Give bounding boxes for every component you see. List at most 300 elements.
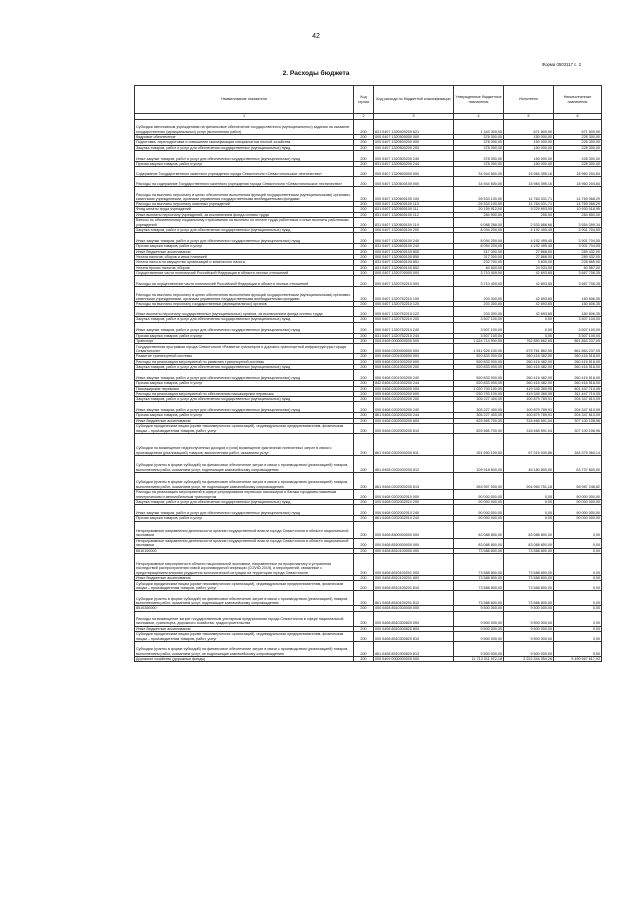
row-approved: 73 588 800,00 xyxy=(454,581,504,591)
row-executed: 42 693,65 xyxy=(504,302,554,307)
row-approved: 9 500 000,00 xyxy=(454,641,504,656)
row-line-code: 200 xyxy=(354,631,374,641)
row-executed: 73 588 800,00 xyxy=(504,581,554,591)
row-budget-code: 831 0407 1320600100 111 xyxy=(374,207,454,212)
row-line-code: 200 xyxy=(354,553,374,575)
row-line-code: 200 xyxy=(354,276,374,287)
row-name: Субсидии юридическим лицам (кроме некоммерческих организаций), индивидуальным предпринимателям, физическим лицам – производителям товаров, работ, услуг xyxy=(135,424,354,434)
row-approved: 317 300,00 xyxy=(454,249,504,254)
row-budget-code: 000 0407 1320600000 000 xyxy=(374,167,454,177)
row-approved: 317 300,00 xyxy=(454,254,504,259)
row-remaining: 9 490 967 617,92 xyxy=(554,656,602,661)
row-name: Кадровое обеспечение xyxy=(135,135,354,140)
table-row xyxy=(135,473,602,490)
row-approved: 109 918 600,00 xyxy=(454,456,504,473)
row-budget-code: 861 0408 8510300820 813 xyxy=(374,641,454,656)
header-approved: Утвержденные бюджетные назначения xyxy=(454,86,504,114)
row-budget-code: 000 0408 0202000200 200 xyxy=(374,397,454,402)
row-approved: 3 710 400,00 xyxy=(454,276,504,287)
row-line-code: 200 xyxy=(354,434,374,456)
row-line-code: 200 xyxy=(354,287,374,302)
row-line-code: 200 xyxy=(354,424,374,434)
row-remaining: 18 960 204,84 xyxy=(554,177,602,187)
row-line-code: 200 xyxy=(354,344,374,354)
form-code: Форма 0503117 с. 2 xyxy=(541,62,581,67)
row-remaining: 3 507 100,00 xyxy=(554,322,602,333)
row-line-code: 200 xyxy=(354,140,374,145)
row-name: 8510300000 xyxy=(135,606,354,611)
row-name: Иные выплаты персоналу учреждений, за исключением фонда оплаты труда xyxy=(135,212,354,217)
row-line-code: 200 xyxy=(354,505,374,516)
row-executed: 27 868,00 xyxy=(504,249,554,254)
row-budget-code: 000 0408 0202002010 200 xyxy=(374,500,454,505)
row-line-code: 200 xyxy=(354,187,374,202)
row-budget-code: 000 0408 8510300820 810 xyxy=(374,631,454,641)
row-name: Закупка товаров, работ и услуг для обеспечения государственных (муниципальных) нужд xyxy=(135,397,354,402)
row-name: Развитие транспортной системы xyxy=(135,354,354,359)
row-name: Осуществление части полномочий Российской Федерации в области лесных отношений xyxy=(135,270,354,275)
row-line-code: 200 xyxy=(354,521,374,538)
row-remaining: 284 650,00 xyxy=(554,212,602,217)
row-executed: 73 588 800,00 xyxy=(504,553,554,575)
row-line-code: 200 xyxy=(354,364,374,369)
row-line-code: 200 xyxy=(354,456,374,473)
row-budget-code: 000 0408 0201000000 000 xyxy=(374,354,454,359)
row-remaining: 63 737 800,00 xyxy=(554,456,602,473)
row-line-code: 200 xyxy=(354,302,374,307)
row-budget-code: 000 0407 1320600100 240 xyxy=(374,233,454,244)
row-name: Закупка товаров, работ и услуг для обеспечения государственных (муниципальных) нужд xyxy=(135,317,354,322)
row-budget-code: 000 0408 8510300820 000 xyxy=(374,611,454,626)
row-line-code: 200 xyxy=(354,249,374,254)
row-remaining: 10 930 018,95 xyxy=(554,207,602,212)
row-approved: 73 588 800,00 xyxy=(454,591,504,606)
row-approved: 520 833 000,00 xyxy=(454,364,504,369)
table-row xyxy=(135,424,602,434)
table-row xyxy=(135,307,602,317)
row-name: Пассажирские перевозки xyxy=(135,386,354,391)
row-remaining: 289 432,00 xyxy=(554,254,602,259)
table-row xyxy=(135,591,602,606)
row-name: Содержание Государственного казенного учреждения города Севастополя «Севастопольское лесничество» xyxy=(135,167,354,177)
row-name: Уплата налогов, сборов и иных платежей xyxy=(135,254,354,259)
row-remaining: 3 667 706,35 xyxy=(554,276,602,287)
row-approved: 305 227 400,00 xyxy=(454,413,504,418)
row-approved: 34 944 600,00 xyxy=(454,177,504,187)
row-executed: 4 192 495,45 xyxy=(504,228,554,233)
row-budget-code: 831 0407 1320752210 244 xyxy=(374,333,454,338)
row-name: Иные закупки товаров, работ и услуг для обеспечения государственных (муниципальных) нужд xyxy=(135,233,354,244)
row-approved: 1 541 626 100,00 xyxy=(454,344,504,354)
row-name: Субсидии автономным учреждениям на финансовое обеспечение государственного (муниципального) задания на оказание государственных (муниципальных) услуг (выполнение работ) xyxy=(135,120,354,135)
row-name: Субсидии юридическим лицам (кроме некоммерческих организаций), индивидуальным предпринимателям, физическим лицам – производителям товаров, работ, услуг xyxy=(135,631,354,641)
row-approved: 73 588 800,00 xyxy=(454,548,504,553)
row-approved: 9 500 000,00 xyxy=(454,626,504,631)
row-approved: 520 833 000,00 xyxy=(454,354,504,359)
row-approved: 6 088 288,00 xyxy=(454,218,504,228)
row-budget-code: 861 0408 0202002010 244 xyxy=(374,516,454,521)
row-name: Иные закупки товаров, работ и услуг для обеспечения государственных (муниципальных) нужд xyxy=(135,402,354,413)
row-line-code: 200 xyxy=(354,626,374,631)
row-line-code: 200 xyxy=(354,120,374,135)
row-line-code: 200 xyxy=(354,228,374,233)
row-remaining: 160 606,35 xyxy=(554,307,602,317)
row-approved: 520 833 000,00 xyxy=(454,370,504,381)
row-budget-code: 000 0408 0202000200 810 xyxy=(374,424,454,434)
row-line-code: 200 xyxy=(354,611,374,626)
row-executed: 679 761 862,95 xyxy=(504,344,554,354)
row-budget-code: 000 0407 1320500200 240 xyxy=(374,150,454,161)
header-budget-code: Код расхода по бюджетной классификации xyxy=(374,86,454,114)
row-line-code: 200 xyxy=(354,391,374,396)
row-remaining: 160 606,35 xyxy=(554,302,602,307)
row-executed: 42 693,65 xyxy=(504,276,554,287)
header-indicator-name: Наименование показателя xyxy=(135,86,354,114)
row-budget-code: 831 0407 1320600100 112 xyxy=(374,212,454,217)
row-executed: 0,00 xyxy=(504,500,554,505)
row-executed: 100 879 789,91 xyxy=(504,402,554,413)
row-line-code: 200 xyxy=(354,161,374,166)
row-executed: 260 416 482,00 xyxy=(504,364,554,369)
row-line-code: 200 xyxy=(354,218,374,228)
row-executed: 419 345 380,95 xyxy=(504,386,554,391)
row-budget-code: 861 0408 0202000200 244 xyxy=(374,413,454,418)
row-remaining: 90 000 000,00 xyxy=(554,490,602,500)
row-remaining: 260 416 518,00 xyxy=(554,370,602,381)
row-name: Прочая закупка товаров, работ и услуг xyxy=(135,381,354,386)
row-budget-code: 000 0407 1320600100 000 xyxy=(374,177,454,187)
row-executed: 4 192 495,45 xyxy=(504,244,554,249)
row-name: Расходы на выплаты персоналу государственных (муниципальных) органов xyxy=(135,302,354,307)
row-remaining: 228 300,00 xyxy=(554,150,602,161)
row-executed: 150 000,00 xyxy=(504,145,554,150)
row-executed: 0,00 xyxy=(504,333,554,338)
column-number: 2 xyxy=(354,114,374,120)
row-budget-code: 000 0407 1320752210 122 xyxy=(374,307,454,317)
column-number: 4 xyxy=(454,114,504,120)
row-remaining: 260 416 518,00 xyxy=(554,364,602,369)
row-name: Прочая закупка товаров, работ и услуг xyxy=(135,161,354,166)
row-executed: 27 868,00 xyxy=(504,254,554,259)
table-row xyxy=(135,631,602,641)
table-row xyxy=(135,150,602,161)
row-line-code: 200 xyxy=(354,548,374,553)
row-executed: 0,00 xyxy=(504,317,554,322)
table-row xyxy=(135,402,602,413)
row-line-code: 200 xyxy=(354,145,374,150)
row-name: Иные закупки товаров, работ и услуг для обеспечения государственных (муниципальных) нужд xyxy=(135,322,354,333)
row-remaining: 0,00 xyxy=(554,581,602,591)
header-remaining: Неисполненные назначения xyxy=(554,86,602,114)
row-line-code: 200 xyxy=(354,177,374,187)
row-approved: 90 000 000,00 xyxy=(454,500,504,505)
row-line-code: 200 xyxy=(354,317,374,322)
row-remaining: 0,00 xyxy=(554,521,602,538)
row-approved: 520 833 000,00 xyxy=(454,359,504,364)
row-executed: 83 088 800,00 xyxy=(504,521,554,538)
row-remaining: 204 347 610,09 xyxy=(554,413,602,418)
row-name: Непрограммные направления деятельности органов государственной власти города Севастополя в области национальной экономики xyxy=(135,538,354,548)
row-executed: 42 693,65 xyxy=(504,270,554,275)
row-budget-code: 000 0408 8510000000 000 xyxy=(374,538,454,548)
row-executed: 83 088 800,00 xyxy=(504,538,554,548)
row-executed: 73 588 800,00 xyxy=(504,575,554,580)
section-title: 2. Расходы бюджета xyxy=(282,70,350,77)
row-approved: 9 500 000,00 xyxy=(454,631,504,641)
row-remaining: 307 100 108,96 xyxy=(554,418,602,423)
row-remaining: 260 416 518,00 xyxy=(554,354,602,359)
row-remaining: 14 769 068,29 xyxy=(554,202,602,207)
row-executed: 318 465 591,04 xyxy=(504,424,554,434)
row-remaining: 289 432,00 xyxy=(554,249,602,254)
row-approved: 8 094 200,00 xyxy=(454,244,504,249)
row-name: Иные бюджетные ассигнования xyxy=(135,626,354,631)
row-remaining: 228 300,00 xyxy=(554,145,602,150)
row-line-code: 200 xyxy=(354,359,374,364)
row-executed: 419 345 380,95 xyxy=(504,391,554,396)
row-approved: 625 565 700,00 xyxy=(454,424,504,434)
table-row xyxy=(135,656,602,661)
row-executed: 9 500 000,00 xyxy=(504,631,554,641)
row-approved: 232 700,00 xyxy=(454,260,504,265)
row-approved: 625 565 700,00 xyxy=(454,418,504,423)
row-executed: 9 500 000,00 xyxy=(504,606,554,611)
row-remaining: 861 864 237,05 xyxy=(554,344,602,354)
row-remaining: 861 864 237,05 xyxy=(554,339,602,344)
row-line-code: 200 xyxy=(354,333,374,338)
table-row xyxy=(135,276,602,287)
row-executed: 73 588 800,00 xyxy=(504,591,554,606)
row-budget-code: 000 0408 0202000000 000 xyxy=(374,386,454,391)
row-approved: 520 833 000,00 xyxy=(454,381,504,386)
row-remaining: 260 416 518,00 xyxy=(554,381,602,386)
row-budget-code: 831 0407 1320600100 119 xyxy=(374,218,454,228)
row-remaining: 671 500,00 xyxy=(554,120,602,135)
row-name: Государственная программа города Севастополя «Развитие транспорта и дорожно-транспортной инфраструктуры города Севастополя» xyxy=(135,344,354,354)
row-budget-code: 000 0407 1320752210 000 xyxy=(374,276,454,287)
row-line-code: 200 xyxy=(354,591,374,606)
row-remaining: 3 901 704,55 xyxy=(554,244,602,249)
row-remaining: 260 416 518,00 xyxy=(554,359,602,364)
row-name: Расходы на содержание Государственного казенного учреждения города Севастополя «Севастопольское лесничество» xyxy=(135,177,354,187)
row-budget-code: 831 0407 1320600100 851 xyxy=(374,260,454,265)
row-name: Прочая закупка товаров, работ и услуг xyxy=(135,516,354,521)
row-approved: 26 533 100,00 xyxy=(454,202,504,207)
row-approved: 84 600,00 xyxy=(454,265,504,270)
row-name: Иные бюджетные ассигнования xyxy=(135,249,354,254)
table-row xyxy=(135,218,602,228)
row-name: Расходы на реализацию мероприятий по развитию транспортной системы xyxy=(135,359,354,364)
row-approved: 378 300,00 xyxy=(454,150,504,161)
row-name: Закупка товаров, работ и услуг для обеспечения государственных (муниципальных) нужд xyxy=(135,145,354,150)
column-number: 5 xyxy=(504,114,554,120)
row-remaining: 3 901 704,55 xyxy=(554,228,602,233)
row-executed: 0,00 xyxy=(504,516,554,521)
row-approved: 20 159 912,00 xyxy=(454,207,504,212)
row-executed: 15 984 395,16 xyxy=(504,177,554,187)
row-line-code: 200 xyxy=(354,307,374,317)
row-line-code: 200 xyxy=(354,381,374,386)
row-executed: 73 588 800,00 xyxy=(504,548,554,553)
row-executed: 318 465 591,04 xyxy=(504,418,554,423)
row-approved: 1 624 714 900,00 xyxy=(454,339,504,344)
row-remaining: 511 447 719,05 xyxy=(554,391,602,396)
row-approved: 83 088 800,00 xyxy=(454,521,504,538)
row-remaining: 601 447 719,05 xyxy=(554,386,602,391)
row-budget-code: 000 0408 0202002010 000 xyxy=(374,490,454,500)
row-executed: 42 693,65 xyxy=(504,287,554,302)
row-line-code: 200 xyxy=(354,150,374,161)
row-name: Закупка товаров, работ и услуг для обеспечения государственных (муниципальных) нужд xyxy=(135,364,354,369)
row-budget-code: 861 0408 0202000200 811 xyxy=(374,434,454,456)
row-approved: 305 227 400,00 xyxy=(454,397,504,402)
row-budget-code: 000 0407 1320600100 200 xyxy=(374,228,454,233)
row-executed: 100 879 789,91 xyxy=(504,413,554,418)
row-name: Расходы на возмещение затрат государственным унитарным предприятиям города Севастополя в сфере национальной экономики, транспорта, дорожного хозяйства, градостроительства xyxy=(135,611,354,626)
row-line-code: 200 xyxy=(354,516,374,521)
row-remaining: 0,00 xyxy=(554,611,602,626)
row-remaining: 0,00 xyxy=(554,626,602,631)
row-line-code: 200 xyxy=(354,397,374,402)
row-executed: 4 192 495,45 xyxy=(504,233,554,244)
row-budget-code: 000 0407 1320752210 100 xyxy=(374,287,454,302)
row-name: Уплата налога на имущество организаций и земельного налога xyxy=(135,260,354,265)
table-row xyxy=(135,233,602,244)
row-executed: 11 764 031,71 xyxy=(504,187,554,202)
row-approved: 11 713 311 972,18 xyxy=(454,656,504,661)
row-executed: 2 222 344 354,26 xyxy=(504,656,554,661)
row-budget-code: 000 0408 0201000200 000 xyxy=(374,359,454,364)
row-name: Дорожное хозяйство (дорожные фонды) xyxy=(135,656,354,661)
table-row xyxy=(135,167,602,177)
row-budget-code: 000 0407 1320600100 100 xyxy=(374,187,454,202)
row-approved: 3 507 100,00 xyxy=(454,317,504,322)
row-executed: 260 416 482,00 xyxy=(504,370,554,381)
row-name: Субсидии (гранты в форме субсидий) на финансовое обеспечение затрат в связи с производством (реализацией) товаров, выполнением работ, оказанием услуг, подлежащие казначейскому сопровождению xyxy=(135,591,354,606)
row-remaining: 184 375 060,14 xyxy=(554,434,602,456)
row-line-code: 200 xyxy=(354,265,374,270)
row-remaining: 204 347 610,09 xyxy=(554,397,602,402)
row-executed: 150 000,00 xyxy=(504,135,554,140)
table-row xyxy=(135,344,602,354)
table-body xyxy=(135,120,602,662)
row-approved: 251 690 100,00 xyxy=(454,434,504,456)
table-row xyxy=(135,521,602,538)
row-line-code: 200 xyxy=(354,490,374,500)
row-remaining: 160 606,35 xyxy=(554,287,602,302)
row-line-code: 200 xyxy=(354,212,374,217)
header-executed: Исполнено xyxy=(504,86,554,114)
row-name: Субсидии (гранты в форме субсидий) на финансовое обеспечение затрат в связи с производством (реализацией) товаров, выполнением работ, оказанием услуг, не подлежащие казначейскому сопровождению xyxy=(135,473,354,490)
row-line-code: 200 xyxy=(354,354,374,359)
row-approved: 9 500 000,00 xyxy=(454,606,504,611)
row-executed: 100 879 789,91 xyxy=(504,397,554,402)
row-budget-code: 000 0409 0000000000 000 xyxy=(374,656,454,661)
row-approved: 90 000 000,00 xyxy=(454,490,504,500)
row-approved: 3 507 100,00 xyxy=(454,322,504,333)
row-name: Субсидии (гранты в форме субсидий) на финансовое обеспечение затрат в связи с производством (реализацией) товаров, выполнением работ, оказанием услуг, не подлежащие казначейскому сопровождению xyxy=(135,641,354,656)
row-name: 8510100000 xyxy=(135,548,354,553)
row-executed: 671 800,00 xyxy=(504,120,554,135)
row-line-code: 200 xyxy=(354,581,374,591)
row-name: Непрограммные направления деятельности органов государственной власти города Севастополя в области национальной экономики xyxy=(135,521,354,538)
row-line-code: 200 xyxy=(354,641,374,656)
row-approved: 378 300,00 xyxy=(454,161,504,166)
row-name: Расходы на реализацию мероприятий по обеспечению пассажирских перевозок xyxy=(135,391,354,396)
table-row xyxy=(135,187,602,202)
table-row xyxy=(135,505,602,516)
row-approved: 90 000 000,00 xyxy=(454,505,504,516)
row-executed: 0,00 xyxy=(504,322,554,333)
row-budget-code: 000 0407 1320500000 000 xyxy=(374,135,454,140)
row-executed: 204 969 751,18 xyxy=(504,473,554,490)
row-budget-code: 000 0408 8510100201 800 xyxy=(374,575,454,580)
row-executed: 42 693,65 xyxy=(504,307,554,317)
row-executed: 9 500 000,00 xyxy=(504,641,554,656)
row-approved: 3 507 100,00 xyxy=(454,333,504,338)
row-budget-code: 000 0408 8510300000 000 xyxy=(374,606,454,611)
row-budget-code: 000 0408 8510300820 800 xyxy=(374,626,454,631)
row-budget-code: 000 0408 0201000200 240 xyxy=(374,370,454,381)
row-executed: 0,00 xyxy=(504,505,554,516)
row-approved: 203 300,00 xyxy=(454,302,504,307)
row-name: Иные бюджетные ассигнования xyxy=(135,575,354,580)
row-name: Иные закупки товаров, работ и услуг для обеспечения государственных (муниципальных) нужд xyxy=(135,150,354,161)
row-remaining: 58 987 248,82 xyxy=(554,473,602,490)
row-executed: 260 416 482,00 xyxy=(504,381,554,386)
row-remaining: 0,00 xyxy=(554,548,602,553)
row-remaining: 90 000 000,00 xyxy=(554,516,602,521)
row-name: Субсидии (гранты в форме субсидий) на финансовое обеспечение затрат в связи с производством (реализацией) товаров, выполнением работ, оказанием услуг, подлежащие казначейскому сопровождению xyxy=(135,456,354,473)
row-remaining: 0,00 xyxy=(554,631,602,641)
row-budget-code: 000 0408 0202000200 800 xyxy=(374,418,454,423)
row-budget-code: 861 0408 0202000200 812 xyxy=(374,456,454,473)
header-row xyxy=(135,86,602,114)
row-approved: 3 710 400,00 xyxy=(454,270,504,275)
row-approved: 73 588 800,00 xyxy=(454,575,504,580)
row-approved: 203 300,00 xyxy=(454,287,504,302)
table-row xyxy=(135,120,602,135)
row-budget-code: 000 0407 1320500200 200 xyxy=(374,145,454,150)
table-row xyxy=(135,322,602,333)
row-name: Иные бюджетные ассигнования xyxy=(135,418,354,423)
row-approved: 930 793 100,00 xyxy=(454,391,504,396)
table-row xyxy=(135,434,602,456)
table-row xyxy=(135,490,602,500)
row-name: Субсидии на возмещение недополученных доходов и (или) возмещение фактически понесенных затрат в связи с производством (реализацией) товаров, выполнением работ, оказанием услуг xyxy=(135,434,354,456)
row-line-code: 200 xyxy=(354,538,374,548)
row-remaining: 228 865,00 xyxy=(554,260,602,265)
row-name: Субсидии юридическим лицам (кроме некоммерческих организаций), индивидуальным предпринимателям, физическим лицам – производителям товаров, работ, услуг xyxy=(135,581,354,591)
row-remaining: 0,00 xyxy=(554,553,602,575)
row-line-code: 200 xyxy=(354,473,374,490)
row-approved: 90 000 000,00 xyxy=(454,516,504,521)
row-line-code: 200 xyxy=(354,260,374,265)
header-line-code: Код строки xyxy=(354,86,374,114)
row-remaining: 3 507 100,00 xyxy=(554,317,602,322)
row-approved: 34 944 600,00 xyxy=(454,167,504,177)
row-remaining: 228 300,00 xyxy=(554,135,602,140)
row-budget-code: 000 0408 0202000200 240 xyxy=(374,402,454,413)
table-row xyxy=(135,287,602,302)
row-line-code: 200 xyxy=(354,575,374,580)
row-name: Непрограммные мероприятия в области национальной экономики, направленные на профилактику и устранение последствий распространения новой коронавирусной инфекции (COVID-2019), и мероприятий, связанные с предотвращением влияния ухудшения экономической ситуации на территории города Севастополя xyxy=(135,553,354,575)
row-approved: 1 343 300,00 xyxy=(454,120,504,135)
row-line-code: 200 xyxy=(354,233,374,244)
row-remaining: 307 100 108,96 xyxy=(554,424,602,434)
row-budget-code: 831 0407 1320600100 852 xyxy=(374,265,454,270)
row-line-code: 200 xyxy=(354,135,374,140)
